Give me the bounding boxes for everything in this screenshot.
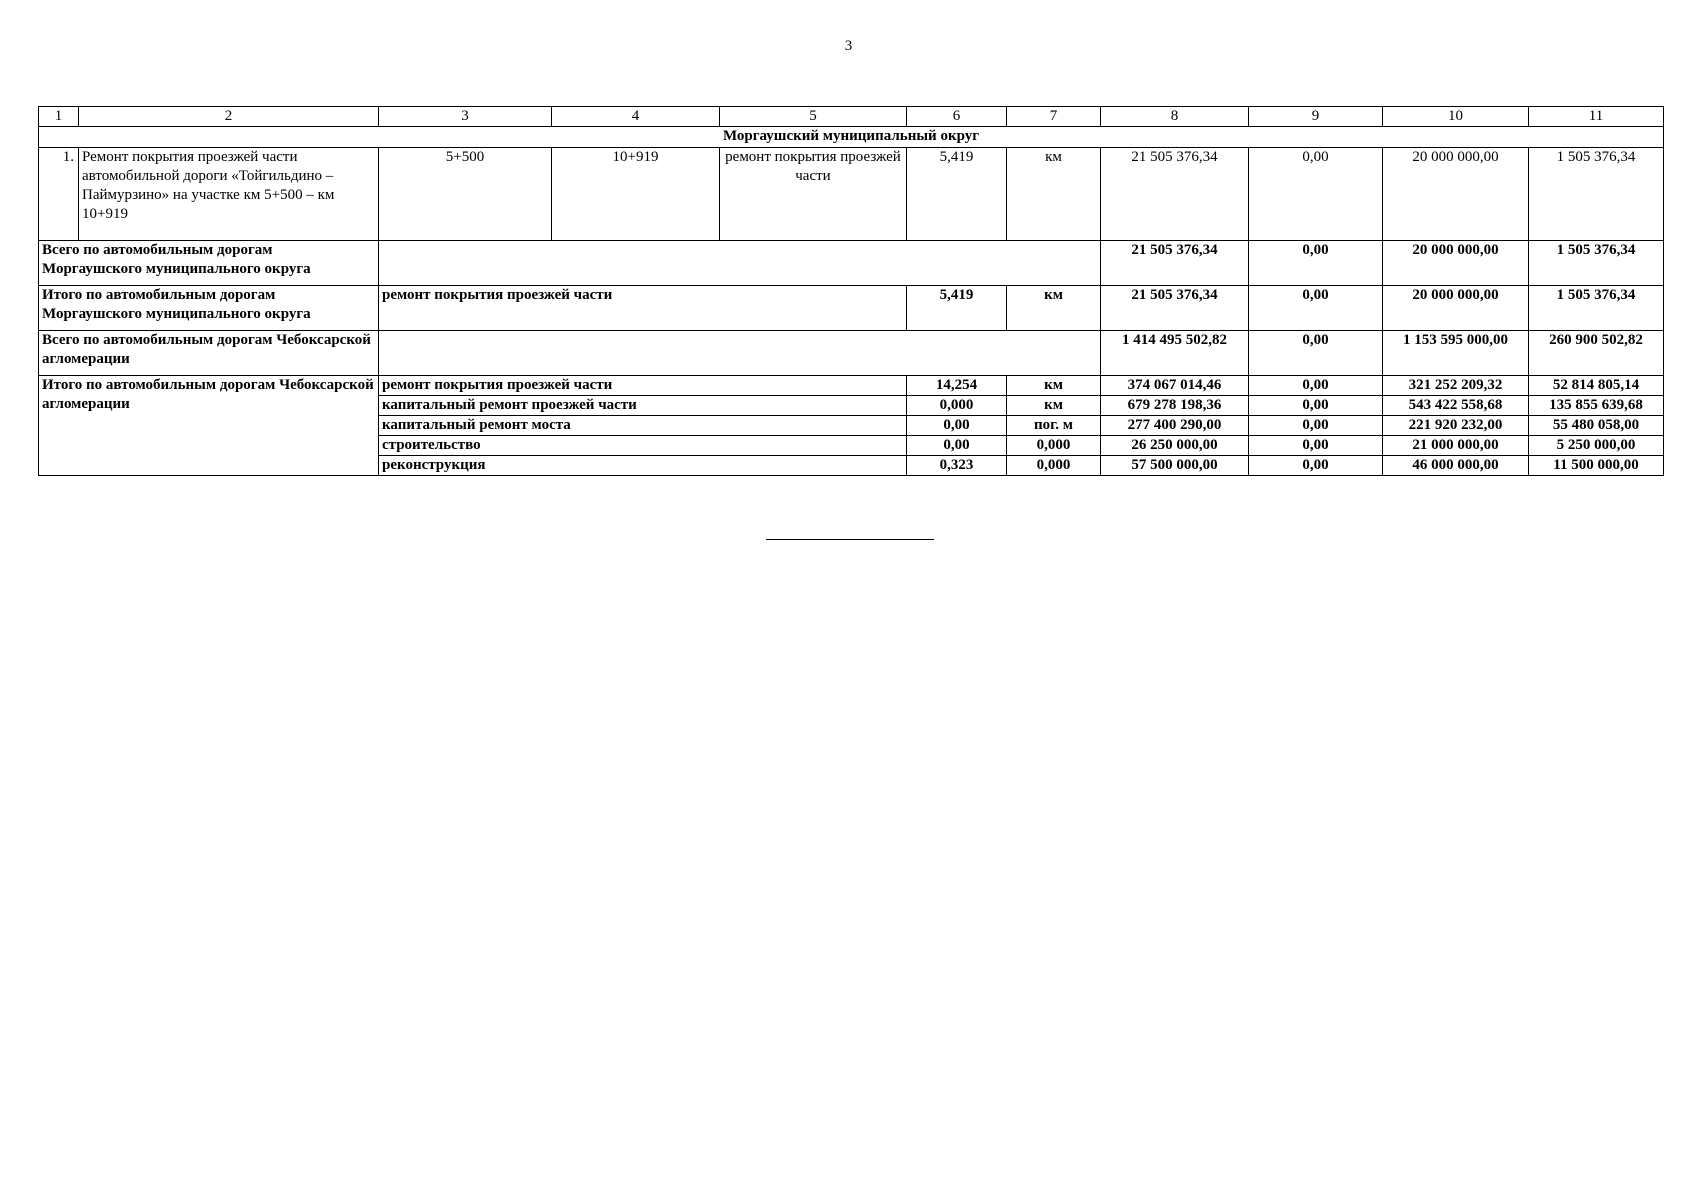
empty-cell xyxy=(379,331,1101,376)
quantity: 14,254 xyxy=(907,376,1007,396)
total-label: Всего по автомобильным дорогам Чебоксарской агломерации xyxy=(39,331,379,376)
total-label: Всего по автомобильным дорогам Моргаушского муниципального округа xyxy=(39,241,379,286)
col-header: 6 xyxy=(907,107,1007,127)
amount-col9: 0,00 xyxy=(1249,456,1383,476)
row-number: 1. xyxy=(39,148,79,241)
amount-col10: 321 252 209,32 xyxy=(1383,376,1529,396)
work-type: ремонт покрытия проезжей части xyxy=(720,148,907,241)
total-amount: 1 414 495 502,82 xyxy=(1101,331,1249,376)
quantity: 0,00 xyxy=(907,436,1007,456)
col-header: 8 xyxy=(1101,107,1249,127)
col-header: 1 xyxy=(39,107,79,127)
total-amount: 679 278 198,36 xyxy=(1101,396,1249,416)
amount-col11: 52 814 805,14 xyxy=(1529,376,1664,396)
amount-col11: 135 855 639,68 xyxy=(1529,396,1664,416)
section-title: Моргаушский муниципальный округ xyxy=(39,127,1664,148)
col-header: 4 xyxy=(552,107,720,127)
total-amount: 21 505 376,34 xyxy=(1101,148,1249,241)
col-header: 10 xyxy=(1383,107,1529,127)
amount-col9: 0,00 xyxy=(1249,241,1383,286)
amount-col10: 20 000 000,00 xyxy=(1383,241,1529,286)
unit: 0,000 xyxy=(1007,436,1101,456)
amount-col9: 0,00 xyxy=(1249,416,1383,436)
work-type: ремонт покрытия проезжей части xyxy=(379,376,907,396)
page-number: 3 xyxy=(844,38,853,54)
unit: км xyxy=(1007,376,1101,396)
amount-col9: 0,00 xyxy=(1249,376,1383,396)
quantity: 0,323 xyxy=(907,456,1007,476)
amount-col10: 20 000 000,00 xyxy=(1383,286,1529,331)
work-type: строительство xyxy=(379,436,907,456)
amount-col11: 5 250 000,00 xyxy=(1529,436,1664,456)
col-header: 3 xyxy=(379,107,552,127)
total-amount: 57 500 000,00 xyxy=(1101,456,1249,476)
object-name: Ремонт покрытия проезжей части автомобильной дороги «Тойгильдино – Паймурзино» на участке км 5+500 – км 10+919 xyxy=(79,148,379,241)
amount-col11: 260 900 502,82 xyxy=(1529,331,1664,376)
col-header: 9 xyxy=(1249,107,1383,127)
work-type: ремонт покрытия проезжей части xyxy=(379,286,907,331)
amount-col10: 46 000 000,00 xyxy=(1383,456,1529,476)
total-row xyxy=(39,331,1664,376)
amount-col10: 20 000 000,00 xyxy=(1383,148,1529,241)
length: 5,419 xyxy=(907,286,1007,331)
total-amount: 26 250 000,00 xyxy=(1101,436,1249,456)
amount-col10: 221 920 232,00 xyxy=(1383,416,1529,436)
col-header: 5 xyxy=(720,107,907,127)
col-header: 11 xyxy=(1529,107,1664,127)
amount-col9: 0,00 xyxy=(1249,436,1383,456)
end-separator-line xyxy=(766,539,934,540)
roads-table xyxy=(38,106,1664,476)
unit: км xyxy=(1007,286,1101,331)
empty-cell xyxy=(379,241,1101,286)
total-amount: 21 505 376,34 xyxy=(1101,286,1249,331)
amount-col9: 0,00 xyxy=(1249,286,1383,331)
unit: 0,000 xyxy=(1007,456,1101,476)
work-type: капитальный ремонт проезжей части xyxy=(379,396,907,416)
itogo-label: Итого по автомобильным дорогам Моргаушского муниципального округа xyxy=(39,286,379,331)
amount-col9: 0,00 xyxy=(1249,148,1383,241)
section-row xyxy=(39,127,1664,148)
length: 5,419 xyxy=(907,148,1007,241)
amount-col11: 1 505 376,34 xyxy=(1529,241,1664,286)
end-km: 10+919 xyxy=(552,148,720,241)
itogo-row xyxy=(39,286,1664,331)
amount-col11: 1 505 376,34 xyxy=(1529,148,1664,241)
total-amount: 374 067 014,46 xyxy=(1101,376,1249,396)
total-amount: 21 505 376,34 xyxy=(1101,241,1249,286)
amount-col10: 1 153 595 000,00 xyxy=(1383,331,1529,376)
start-km: 5+500 xyxy=(379,148,552,241)
col-header: 2 xyxy=(79,107,379,127)
table-row xyxy=(39,148,1664,241)
unit: пог. м xyxy=(1007,416,1101,436)
work-type: реконструкция xyxy=(379,456,907,476)
amount-col11: 55 480 058,00 xyxy=(1529,416,1664,436)
quantity: 0,000 xyxy=(907,396,1007,416)
work-type: капитальный ремонт моста xyxy=(379,416,907,436)
itogo-label: Итого по автомобильным дорогам Чебоксарской агломерации xyxy=(39,376,379,476)
amount-col9: 0,00 xyxy=(1249,331,1383,376)
quantity: 0,00 xyxy=(907,416,1007,436)
column-number-row xyxy=(39,107,1664,127)
total-row xyxy=(39,241,1664,286)
amount-col10: 543 422 558,68 xyxy=(1383,396,1529,416)
amount-col9: 0,00 xyxy=(1249,396,1383,416)
unit: км xyxy=(1007,396,1101,416)
amount-col10: 21 000 000,00 xyxy=(1383,436,1529,456)
unit: км xyxy=(1007,148,1101,241)
itogo-row xyxy=(39,376,1664,396)
amount-col11: 1 505 376,34 xyxy=(1529,286,1664,331)
amount-col11: 11 500 000,00 xyxy=(1529,456,1664,476)
total-amount: 277 400 290,00 xyxy=(1101,416,1249,436)
col-header: 7 xyxy=(1007,107,1101,127)
